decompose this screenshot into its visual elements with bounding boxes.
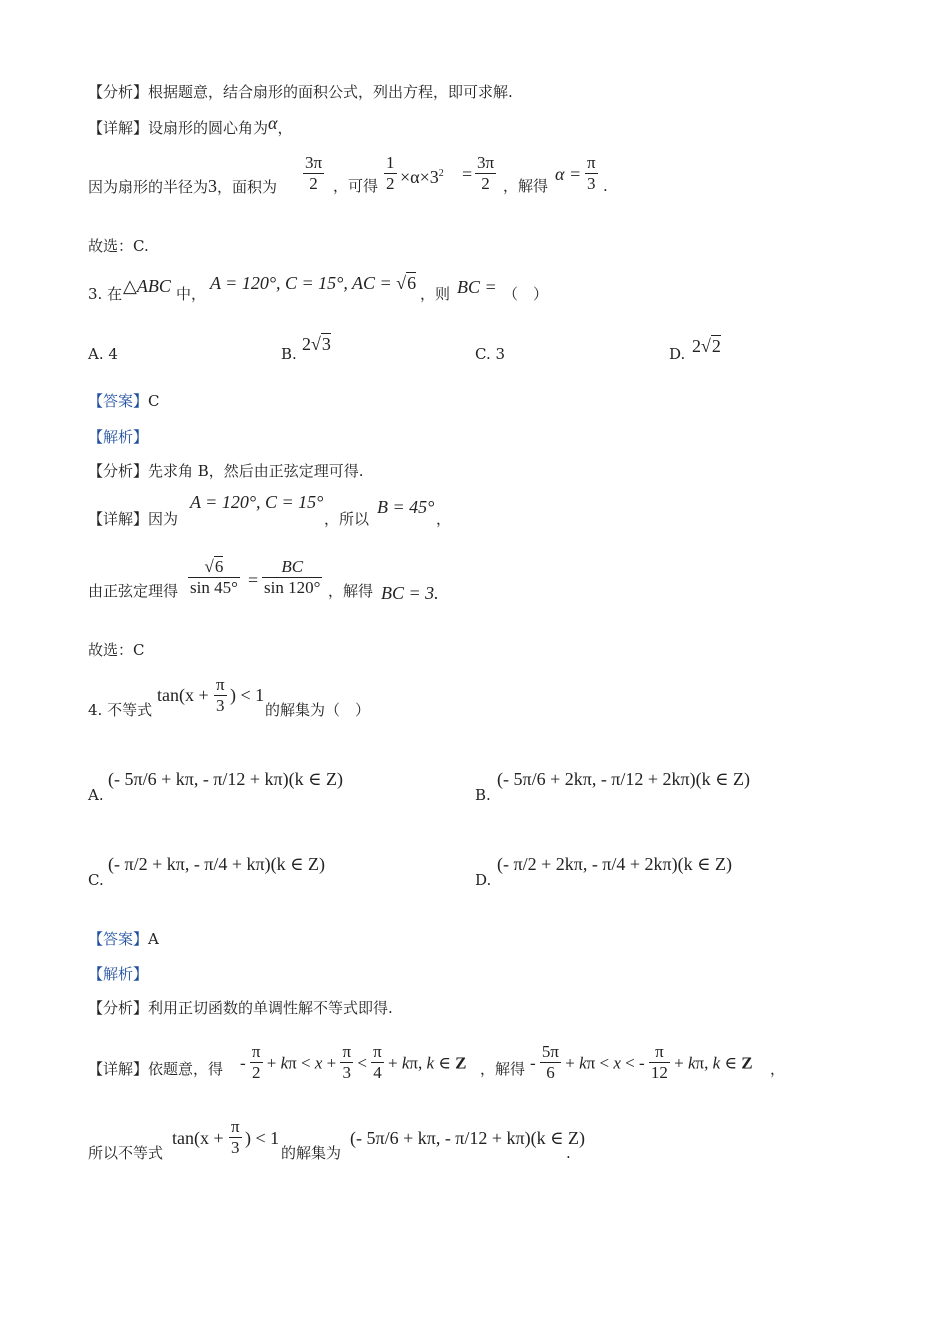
coefficient: 2 [302,334,311,354]
q3-option-c: C. 3 [475,345,506,363]
detail-comma: ， [436,510,452,528]
analysis-text: 利用正切函数的单调性解不等式即得. [148,999,393,1017]
q4-detail-inequality-1: - $\frac{\pi}{2}$ + kπ < x + $\frac{\pi}{3}$ < $\frac{\pi}{4}$ + kπ, k ∈ Z [240,1042,467,1082]
sqrt-radicand: 3 [321,334,331,354]
product-expression [400,164,444,187]
q2-choose: 故选：C. [88,237,149,255]
q3-option-d-label: D. [669,345,686,363]
bc-equals: BC = [457,277,497,297]
q4-answer-line [88,929,159,949]
q4-jiexi-tag: 【解析】 [88,965,149,983]
pi-over-3-final [229,1117,242,1158]
q4-detail-comma: ， [770,1060,786,1078]
q4-final-solution-set: 的解集为 [281,1144,342,1162]
analysis-text: 根据题意，结合扇形的面积公式，列出方程，即可求解. [148,83,513,101]
q4-option-b: (- 5π/6 + 2kπ, - π/12 + 2kπ)(k ∈ Z) [497,769,750,789]
detail-tag: 【详解】 [88,1060,149,1078]
alpha-fraction [585,153,598,194]
q4-tan-expression [157,685,209,705]
detail-text: 设扇形的圆心角为 [148,119,269,137]
half-fraction [384,153,397,194]
period: . [603,177,608,195]
detail-so: ，所以 [324,510,370,528]
fraction-denominator: sin 45° [190,578,238,597]
answer-tag: 【答案】 [88,930,149,948]
law-equals: = [248,570,259,590]
condition-text: A = 120°, C = 15°, AC = [210,273,397,293]
q4-option-a: (- 5π/6 + kπ, - π/12 + kπ)(k ∈ Z) [108,769,343,789]
angle-b: B = 45° [377,497,435,517]
detail-tag: 【详解】 [88,119,149,137]
q4-analysis-line [88,998,393,1018]
fraction-numerator: π [216,675,225,694]
area-fraction-2 [475,153,496,194]
fraction-numerator: 3π [477,153,495,172]
law-fraction-2 [262,557,322,598]
law-fraction-1 [188,557,240,598]
analysis-tag: 【分析】 [88,999,149,1017]
fraction-denominator: 3 [231,1138,240,1157]
q2-solve-text: ，解得 [503,177,549,195]
stem-start: 3. 在 [88,285,123,303]
fraction-numerator: π [587,153,596,172]
comma: ， [277,119,293,137]
analysis-tag: 【分析】 [88,83,149,101]
law-result: BC = 3. [381,583,439,603]
q4-option-c: (- π/2 + kπ, - π/4 + kπ)(k ∈ Z) [108,854,325,874]
analysis-text: 先求角 B，然后由正弦定理可得. [148,462,364,480]
q4-option-d: (- π/2 + 2kπ, - π/4 + 2kπ)(k ∈ Z) [497,854,732,874]
stem-middle: 中， [176,285,207,303]
q3-stem [88,284,122,304]
fraction-numerator: √6 [188,557,240,578]
detail-text: 因为 [148,510,179,528]
q4-option-c-label: C. [88,871,104,889]
coefficient: 2 [692,336,701,356]
sqrt-radicand: 6 [214,557,224,576]
q3-detail-line [88,509,178,529]
alpha-symbol: α [268,113,278,133]
q2-analysis-line [88,82,513,102]
alpha-symbol: α [555,164,565,184]
area-fraction [303,153,324,194]
fraction-numerator: π [231,1117,240,1136]
tan-close-final: ) < 1 [245,1128,280,1148]
q2-solution-line [88,176,277,197]
q3-condition: A = 120°, C = 15°, AC = √6 [210,273,417,293]
stem-then: ，则 [420,285,451,303]
radius-value: 3 [208,176,218,196]
q4-option-b-label: B. [475,786,491,804]
answer-paren: （ ） [503,285,549,303]
sqrt-radicand: 2 [711,336,721,356]
equals-sign: = [568,164,582,184]
q4-stem-start: 4. 不等式 [88,701,153,719]
fraction-numerator: 3π [305,153,323,172]
q4-stem-end: 的解集为（ ） [265,701,371,719]
answer-value: A [148,930,159,948]
fraction-numerator: 1 [386,153,395,172]
tan-text: tan(x + [157,685,209,705]
q3-jiexi-tag: 【解析】 [88,428,149,446]
q3-choose: 故选：C [88,641,145,659]
q4-final-tan [172,1128,224,1148]
law-solve: ，解得 [328,582,374,600]
fraction-denominator: 2 [309,174,318,193]
q4-final-answer: (- 5π/6 + kπ, - π/12 + kπ)(k ∈ Z) [350,1128,585,1148]
area-text: ，面积为 [217,178,278,196]
answer-value: C [148,392,160,410]
q4-detail-line [88,1059,223,1079]
tan-text: tan(x + [172,1128,224,1148]
detail-text: 依题意，得 [148,1060,224,1078]
triangle-abc: △ABC [123,276,171,296]
q3-option-d-value: 2√2 [692,336,721,356]
sqrt-radicand: 6 [407,273,417,293]
q4-detail-solve: ，解得 [480,1060,526,1078]
alpha-result [555,164,581,184]
q4-detail-inequality-2: - $\frac{5\pi}{6}$ + kπ < x < - $\frac{\pi}{12}$ + kπ, k ∈ Z [530,1042,753,1082]
fraction-denominator: 3 [587,174,596,193]
fraction-denominator: 2 [386,174,395,193]
q3-analysis-line [88,461,364,481]
pi-over-3 [214,675,227,716]
q4-final-start: 所以不等式 [88,1144,164,1162]
q4-option-d-label: D. [475,871,492,889]
detail-tag: 【详解】 [88,510,149,528]
q3-option-b-value: 2√3 [302,334,331,354]
q3-law-text: 由正弦定理得 [88,582,179,600]
tan-close: ) < 1 [230,685,265,705]
fraction-denominator: 3 [216,696,225,715]
square-exponent: 2 [438,168,444,179]
fraction-numerator: BC [262,557,322,578]
q3-option-b-label: B. [281,345,297,363]
q2-detail-line [88,113,293,138]
detail-condition: A = 120°, C = 15° [190,492,324,512]
q4-final-period: . [566,1144,571,1162]
q4-option-a-label: A. [88,786,104,804]
analysis-tag: 【分析】 [88,462,149,480]
fraction-denominator: 2 [481,174,490,193]
equals-sign: = [462,164,473,184]
q2-obtain-text: ，可得 [333,177,379,195]
answer-tag: 【答案】 [88,392,149,410]
fraction-denominator: sin 120° [264,578,321,597]
product-text: ×α×3 [400,167,439,187]
radius-text: 因为扇形的半径为 [88,178,209,196]
q3-option-a: A. 4 [88,345,118,363]
q3-answer-line [88,391,160,411]
